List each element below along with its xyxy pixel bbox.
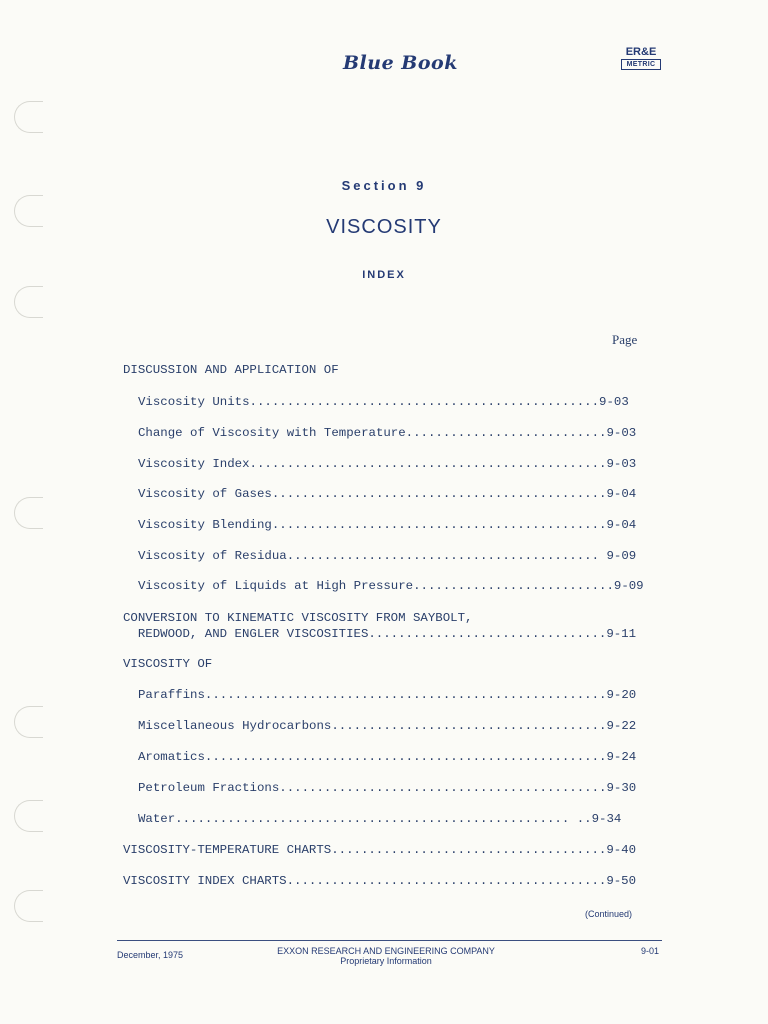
toc-heading: REDWOOD, AND ENGLER VISCOSITIES................................9-11 <box>123 627 637 641</box>
footer-company-name: EXXON RESEARCH AND ENGINEERING COMPANY <box>277 946 495 956</box>
toc-entry: Viscosity Units...............................................9-03 <box>138 395 629 409</box>
toc-entry: Aromatics......................................................9-24 <box>138 750 637 764</box>
toc-heading: VISCOSITY INDEX CHARTS...........................................9-50 <box>123 874 637 888</box>
toc-entry: Viscosity of Liquids at High Pressure...........................9-09 <box>138 579 644 593</box>
toc-entry: Miscellaneous Hydrocarbons.....................................9-22 <box>138 719 637 733</box>
book-name: Blue Book <box>343 52 458 74</box>
footer-page-number: 9-01 <box>641 946 660 956</box>
toc-entry: Viscosity Index................................................9-03 <box>138 457 637 471</box>
toc-entry: Petroleum Fractions............................................9-30 <box>138 781 637 795</box>
index-label: INDEX <box>362 269 406 281</box>
toc-entry: Viscosity Blending.............................................9-04 <box>138 518 637 532</box>
brand-name: ER&E <box>625 46 657 58</box>
toc-heading: DISCUSSION AND APPLICATION OF <box>123 363 339 377</box>
section-title: VISCOSITY <box>326 216 442 238</box>
page-column-header: Page <box>612 332 638 347</box>
footer-date: December, 1975 <box>117 950 184 960</box>
toc-entry: Viscosity of Residua.......................................... 9-09 <box>138 549 637 563</box>
toc-entry: Water..................................................... ..9-34 <box>138 812 622 826</box>
continued-note: (Continued) <box>585 909 633 919</box>
toc-heading: VISCOSITY OF <box>123 657 213 671</box>
toc-entry: Viscosity of Gases.............................................9-04 <box>138 487 637 501</box>
toc-entry: Change of Viscosity with Temperature...........................9-03 <box>138 426 637 440</box>
footer-company <box>250 946 522 966</box>
footer-divider <box>117 940 662 941</box>
footer-proprietary: Proprietary Information <box>340 956 432 966</box>
toc-entry: Paraffins......................................................9-20 <box>138 688 637 702</box>
section-label: Section 9 <box>341 178 427 193</box>
brand-metric-badge: METRIC <box>621 59 661 70</box>
toc-heading: CONVERSION TO KINEMATIC VISCOSITY FROM SAYBOLT, <box>123 611 473 625</box>
toc-heading: VISCOSITY-TEMPERATURE CHARTS.....................................9-40 <box>123 843 637 857</box>
